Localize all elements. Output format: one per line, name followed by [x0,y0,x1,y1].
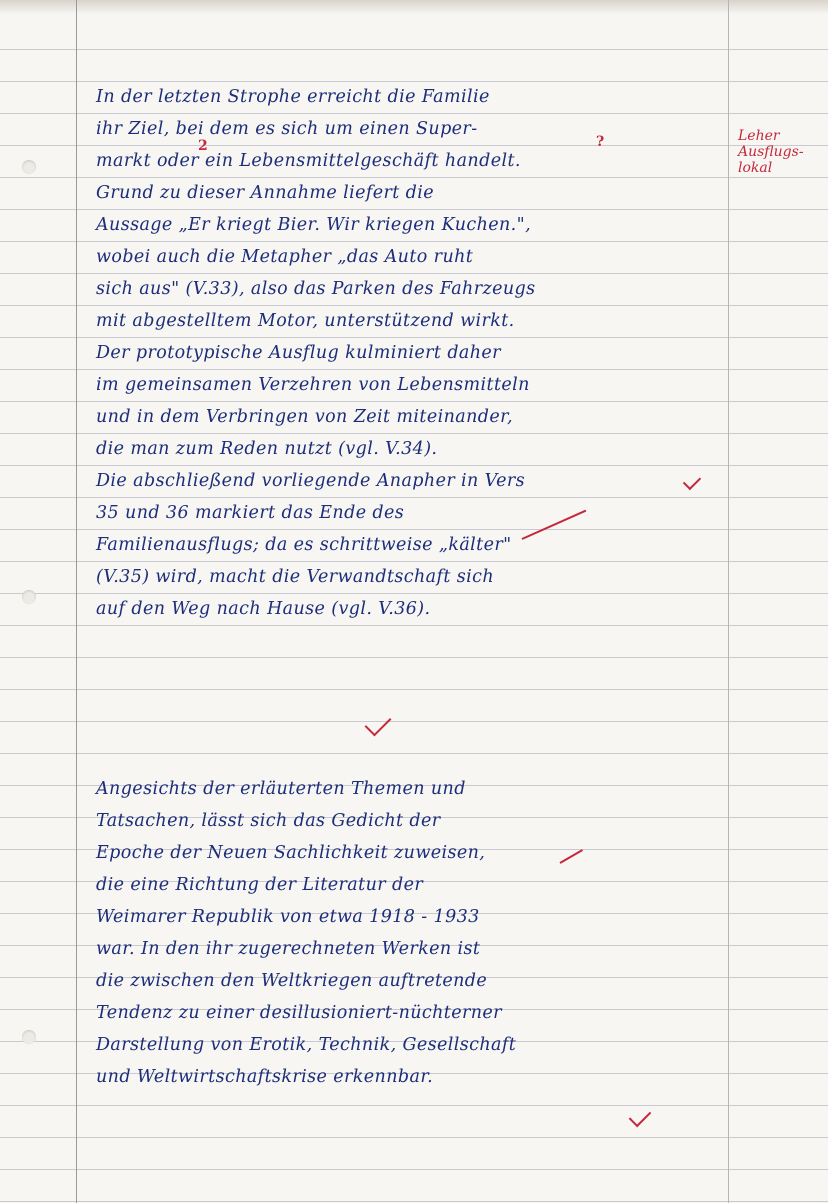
text-line: Tendenz zu einer desillusioniert-nüchterner [96,1003,502,1023]
text-line: Der prototypische Ausflug kulminiert daher [96,343,501,363]
text-line: und in dem Verbringen von Zeit miteinander, [96,407,513,427]
margin-correction-note: Leher Ausflugs- lokal [738,128,804,176]
text-line: Aussage „Er kriegt Bier. Wir kriegen Kuchen.", [96,215,532,235]
text-line: Die abschließend vorliegende Anapher in Vers [96,471,526,491]
text-line: sich aus" (V.33), also das Parken des Fahrzeugs [96,279,536,299]
check-mark-icon [683,472,701,490]
binder-hole [22,590,36,604]
page-top-shadow [0,0,828,14]
text-line: und Weltwirtschaftskrise erkennbar. [96,1067,434,1087]
binder-hole [22,1030,36,1044]
text-line: im gemeinsamen Verzehren von Lebensmitteln [96,375,530,395]
correction-slash [522,510,587,540]
text-line: 35 und 36 markiert das Ende des [96,503,405,523]
text-line: Grund zu dieser Annahme liefert die [96,183,435,203]
text-line: Tatsachen, lässt sich das Gedicht der [96,811,441,831]
right-margin-rule [728,0,729,1203]
text-line: mit abgestelltem Motor, unterstützend wirkt. [96,311,515,331]
text-line: war. In den ihr zugerechneten Werken ist [96,939,481,959]
text-line: Angesichts der erläuterten Themen und [96,779,466,799]
text-line: auf den Weg nach Hause (vgl. V.36). [96,599,431,619]
check-mark-icon [629,1105,652,1128]
binder-hole [22,160,36,174]
text-line: Epoche der Neuen Sachlichkeit zuweisen, [96,843,486,863]
text-line: Weimarer Republik von etwa 1918 - 1933 [96,907,480,927]
check-mark-icon [365,710,392,737]
text-line: wobei auch die Metapher „das Auto ruht [96,247,474,267]
insertion-mark: 2 [198,138,208,154]
text-line: ihr Ziel, bei dem es sich um einen Super- [96,119,478,139]
text-line: die zwischen den Weltkriegen auftretende [96,971,488,991]
text-line: Familienausflugs; da es schrittweise „kälter" [96,535,512,555]
text-line: die man zum Reden nutzt (vgl. V.34). [96,439,438,459]
text-line: die eine Richtung der Literatur der [96,875,424,895]
question-mark: ? [596,134,605,150]
correction-slash [560,849,584,864]
left-margin-rule [76,0,77,1203]
text-line: Darstellung von Erotik, Technik, Gesellschaft [96,1035,517,1055]
text-line: markt oder ein Lebensmittelgeschäft handelt. [96,151,521,171]
text-line: (V.35) wird, macht die Verwandtschaft sich [96,567,494,587]
text-line: In der letzten Strophe erreicht die Familie [96,87,490,107]
